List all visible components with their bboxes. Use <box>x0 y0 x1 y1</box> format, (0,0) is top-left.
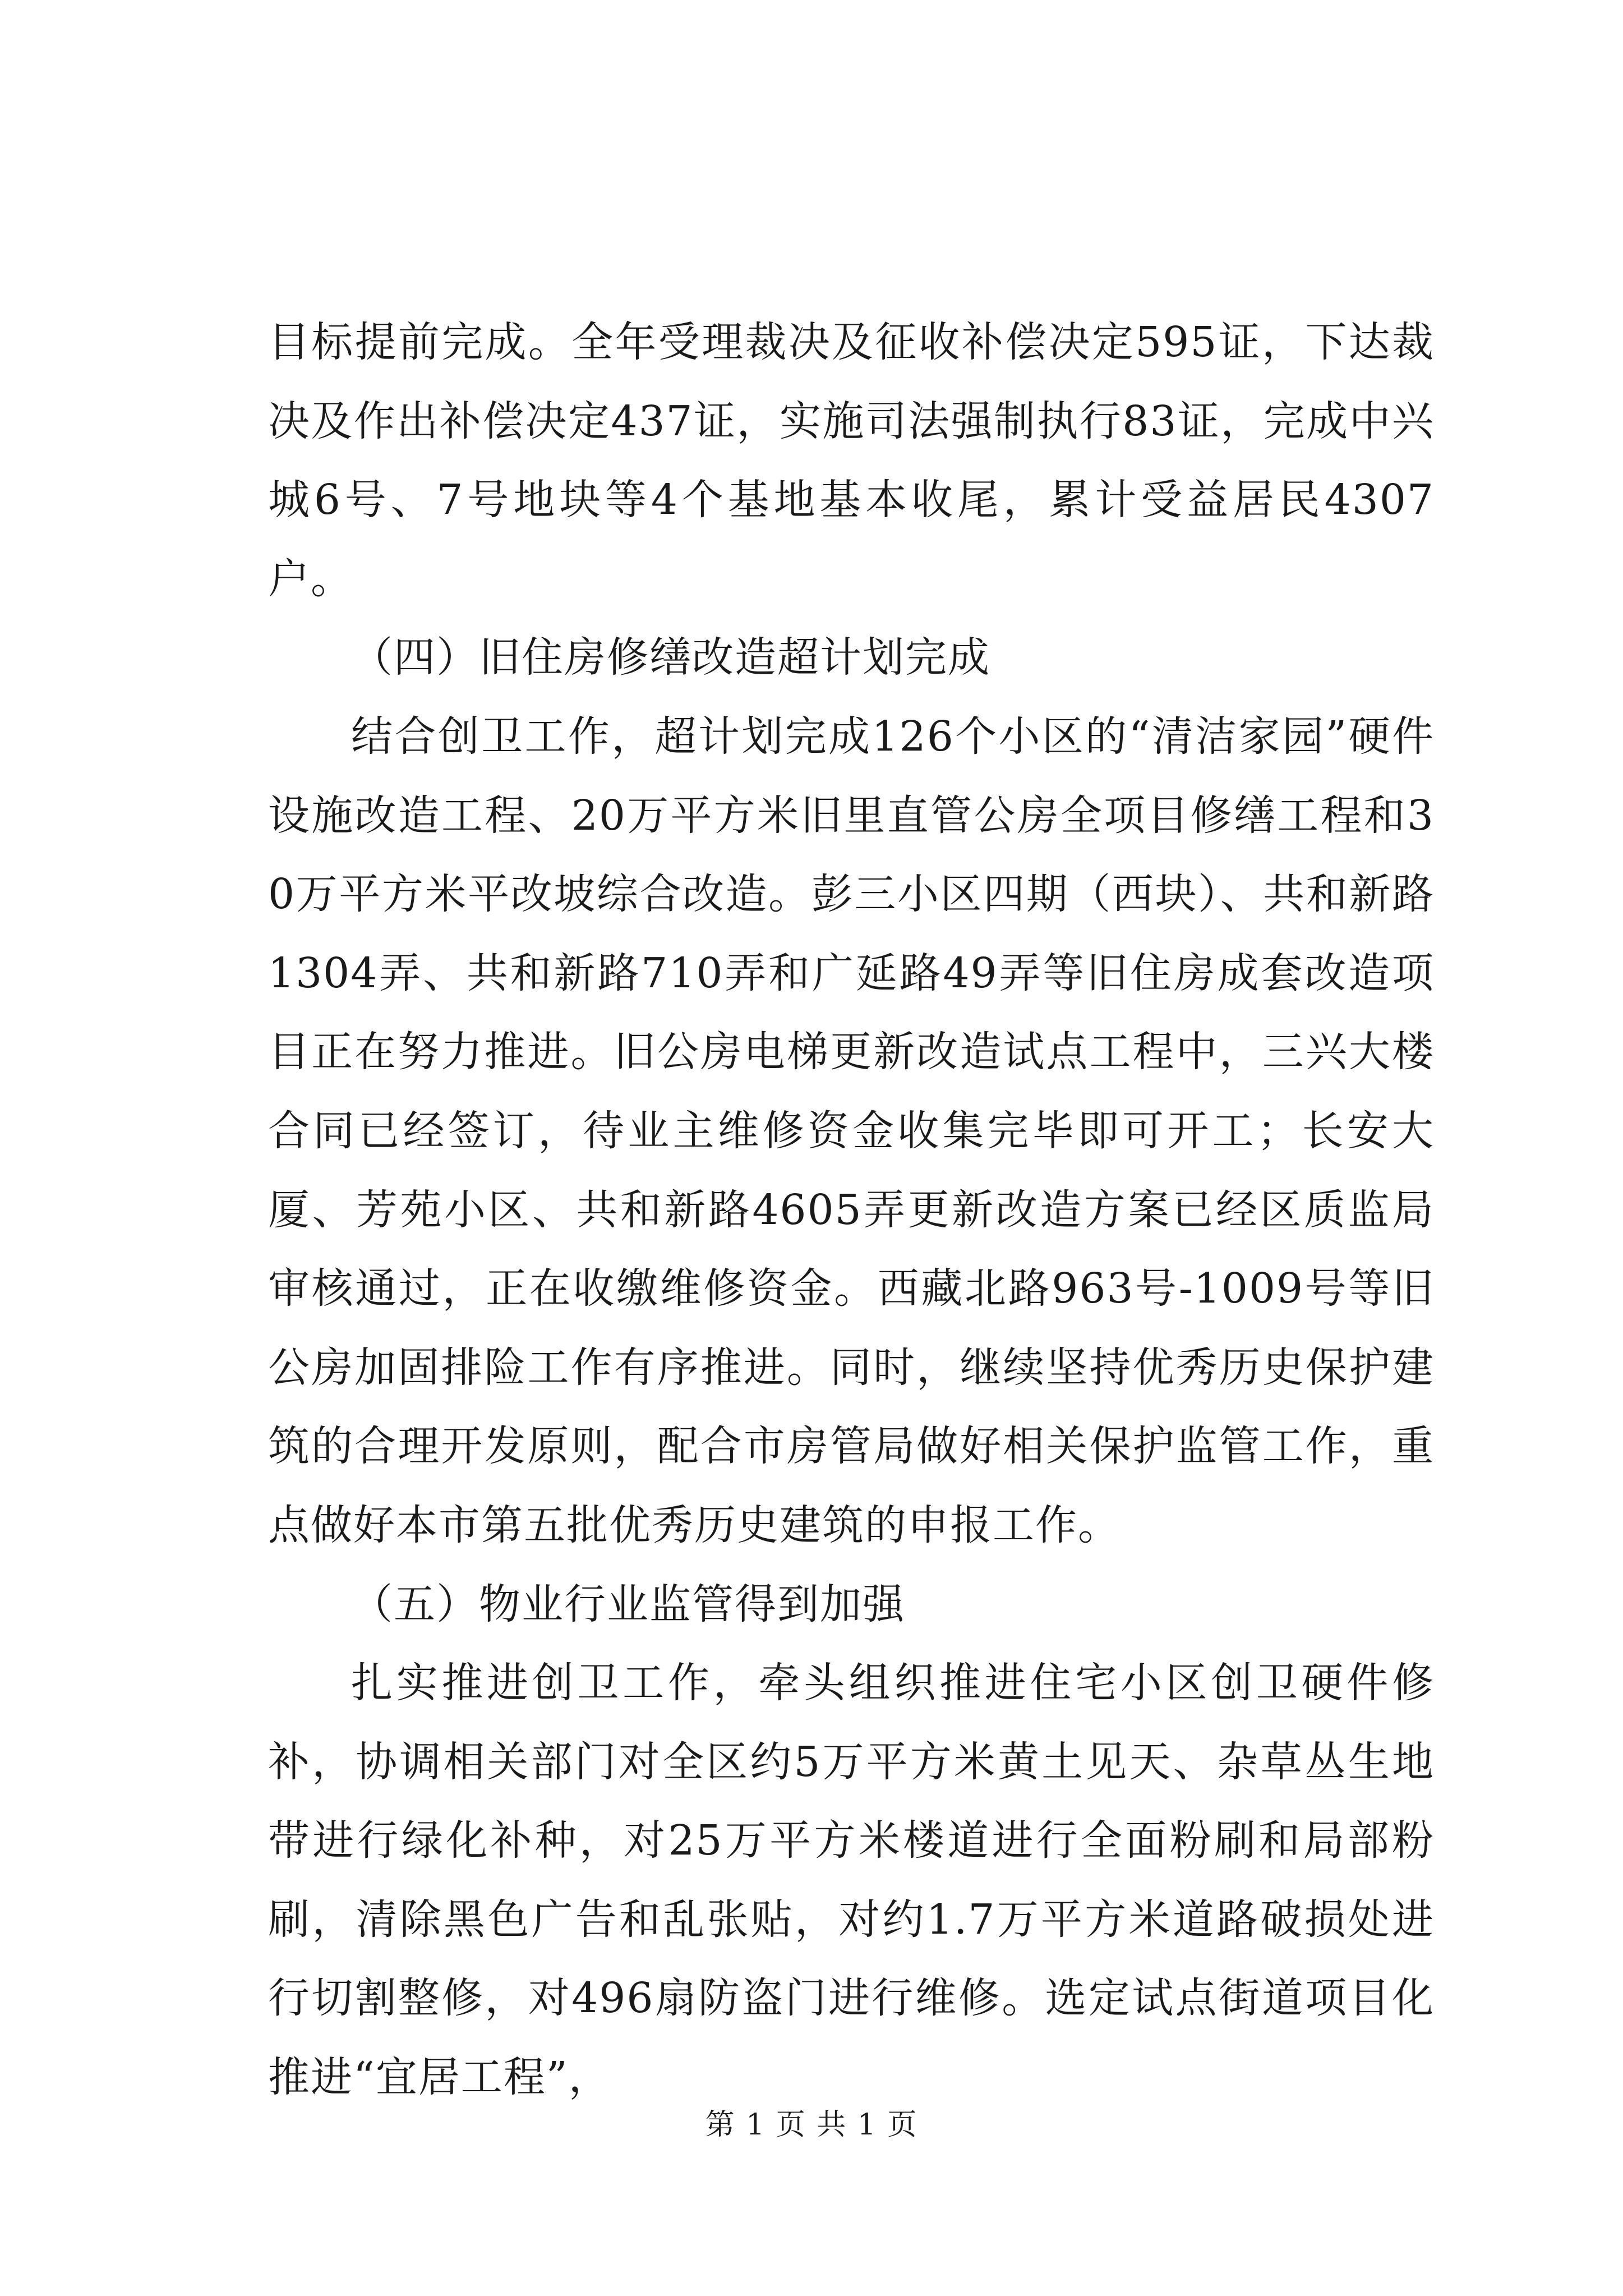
paragraph-property-supervision: 扎实推进创卫工作，牵头组织推进住宅小区创卫硬件修补，协调相关部门对全区约5万平方米黄土见天、杂草丛生地带进行绿化补种，对25万平方米楼道进行全面粉刷和局部粉刷，清除黑色广告和乱张贴，对约1.7万平方米道路破损处进行切割整修，对496扇防盗门进行维修。选定试点街道项目化推进“宜居工程”， <box>268 1659 1435 2102</box>
page-footer: 第 1 页 共 1 页 <box>705 2108 918 2142</box>
paragraph-housing-renovation: 结合创卫工作，超计划完成126个小区的“清洁家园”硬件设施改造工程、20万平方米旧里直管公房全项目修缮工程和30万平方米平改坡综合改造。彭三小区四期（西块）、共和新路1304弄、共和新路710弄和广延路49弄等旧住房成套改造项目正在努力推进。旧公房电梯更新改造试点工程中，三兴大楼合同已经签订，待业主维修资金收集完毕即可开工；长安大厦、芳苑小区、共和新路4605弄更新改造方案已经区质监局审核通过，正在收缴维修资金。西藏北路963号-1009号等旧公房加固排险工作有序推进。同时，继续坚持优秀历史保护建筑的合理开发原则，配合市房管局做好相关保护监管工作，重点做好本市第五批优秀历史建筑的申报工作。 <box>268 712 1435 1549</box>
section-heading-4: （四）旧住房修缮改造超计划完成 <box>351 633 990 682</box>
document-body <box>268 303 1435 2117</box>
paragraph-continuation: 目标提前完成。全年受理裁决及征收补偿决定595证，下达裁决及作出补偿决定437证，实施司法强制执行83证，完成中兴城6号、7号地块等4个基地基本收尾，累计受益居民4307户。 <box>268 318 1435 603</box>
section-heading-5: （五）物业行业监管得到加强 <box>351 1580 905 1628</box>
